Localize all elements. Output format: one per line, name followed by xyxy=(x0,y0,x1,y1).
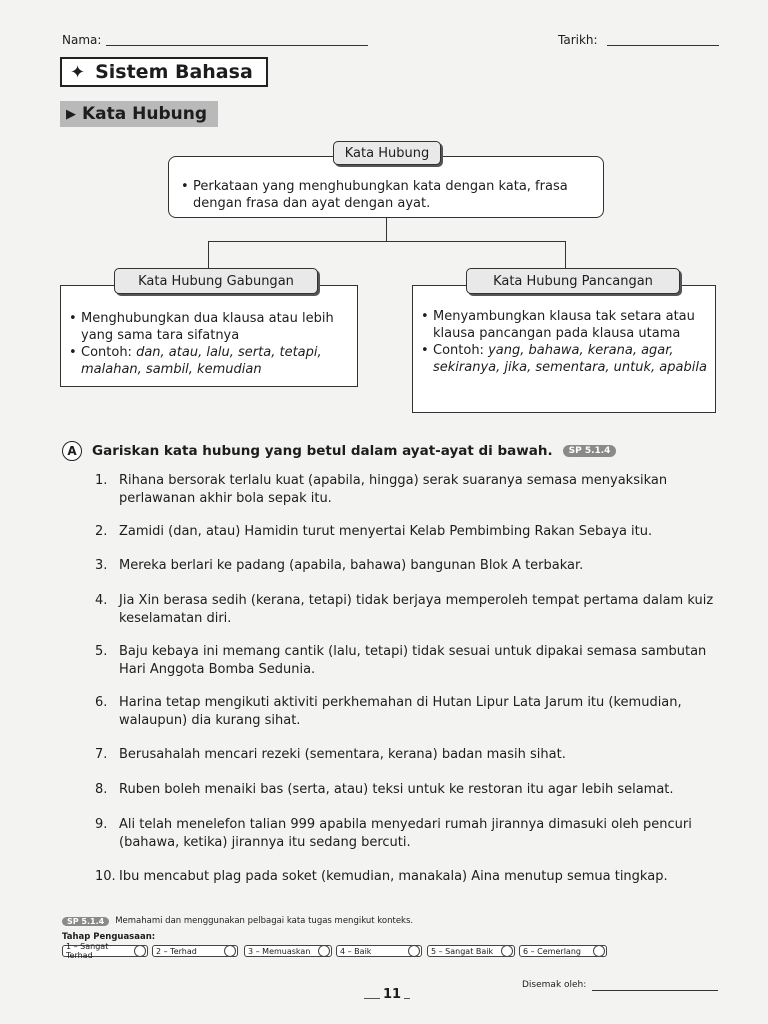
star-four-point-icon: ✦ xyxy=(70,61,86,83)
root-definition-box xyxy=(168,156,604,218)
subtitle-band xyxy=(60,101,218,127)
disemak-field[interactable] xyxy=(592,990,718,991)
pancangan-box xyxy=(412,285,716,413)
footer-sp-tag: SP 5.1.4 xyxy=(62,917,109,926)
level-option[interactable]: 3 – Memuaskan xyxy=(244,945,332,957)
sp-tag: SP 5.1.4 xyxy=(563,445,617,457)
question-item: 2. Zamidi (dan, atau) Hamidin turut menyertai Kelab Pembimbing Rakan Sebaya itu. xyxy=(95,524,653,539)
checkbox-circle-icon xyxy=(318,945,330,957)
tarikh-field[interactable] xyxy=(607,45,719,46)
root-bullet: • Perkataan yang menghubungkan kata dengan kata, frasa dengan frasa dan ayat dengan ayat. xyxy=(179,178,593,212)
gabungan-bullet-1: • Menghubungkan dua klausa atau lebih yang sama tara sifatnya xyxy=(67,310,349,344)
exercise-letter: A xyxy=(62,441,82,461)
disemak-label: Disemak oleh: xyxy=(522,980,587,990)
section-title xyxy=(60,57,268,87)
question-item: 7. Berusahalah mencari rezeki (sementara, kerana) badan masih sihat. xyxy=(95,747,566,762)
question-item: 3. Mereka berlari ke padang (apabila, bahawa) bangunan Blok A terbakar. xyxy=(95,558,584,573)
question-item: 10. Ibu mencabut plag pada soket (kemudian, manakala) Aina menutup semua tingkap. xyxy=(95,869,668,884)
connector-vertical xyxy=(386,218,387,241)
checkbox-circle-icon xyxy=(593,945,605,957)
connector-horizontal xyxy=(208,241,566,242)
question-item: 6. Harina tetap mengikuti aktiviti perkhemahan di Hutan Lipur Lata Jarum itu (kemudian, walaupun) dia kurang sihat. xyxy=(95,695,682,728)
checkbox-circle-icon xyxy=(224,945,236,957)
question-item: 5. Baju kebaya ini memang cantik (lalu, tetapi) tidak sesuai untuk dipakai semasa sambutan Hari Anggota Bomba Sedunia. xyxy=(95,644,707,677)
question-item: 1. Rihana bersorak terlalu kuat (apabila, hingga) serak suaranya semasa menyaksikan perlawanan akhir bola sepak itu. xyxy=(95,473,668,506)
gabungan-bullet-2: • Contoh: dan, atau, lalu, serta, tetapi, malahan, sambil, kemudian xyxy=(67,344,349,378)
tarikh-label: Tarikh: xyxy=(558,33,598,47)
node-gabungan: Kata Hubung Gabungan xyxy=(114,268,318,294)
node-kata-hubung: Kata Hubung xyxy=(333,141,441,165)
question-item: 4. Jia Xin berasa sedih (kerana, tetapi) tidak berjaya memperoleh tempat pertama dalam kuiz keselamatan diri. xyxy=(95,593,714,626)
level-option[interactable]: 5 – Sangat Baik xyxy=(427,945,515,957)
nama-field[interactable] xyxy=(106,45,368,46)
nama-label: Nama: xyxy=(62,33,102,47)
footer-sp-line xyxy=(62,916,413,926)
tahap-label: Tahap Penguasaan: xyxy=(62,932,156,942)
pancangan-bullet-2: • Contoh: yang, bahawa, kerana, agar, sekiranya, jika, sementara, untuk, apabila xyxy=(419,342,707,376)
level-option[interactable]: 2 – Terhad xyxy=(152,945,238,957)
connector-right xyxy=(565,241,566,268)
level-option[interactable]: 1 – Sangat Terhad xyxy=(62,945,148,957)
connector-left xyxy=(208,241,209,268)
gabungan-examples: dan, atau, lalu, serta, tetapi, malahan, sambil, kemudian xyxy=(81,345,322,377)
section-title-text: Sistem Bahasa xyxy=(95,61,253,83)
exercise-header xyxy=(62,441,616,461)
pancangan-examples: yang, bahawa, kerana, agar, sekiranya, jika, sementara, untuk, apabila xyxy=(433,343,707,375)
checkbox-circle-icon xyxy=(501,945,513,957)
level-option[interactable]: 6 – Cemerlang xyxy=(519,945,607,957)
checkbox-circle-icon xyxy=(408,945,420,957)
page-number: 11 xyxy=(380,987,404,1002)
node-pancangan: Kata Hubung Pancangan xyxy=(466,268,680,294)
subtitle-text: Kata Hubung xyxy=(82,104,208,124)
level-option[interactable]: 4 – Baik xyxy=(336,945,422,957)
gabungan-box xyxy=(60,285,358,387)
triangle-right-icon: ▶ xyxy=(66,106,76,122)
pancangan-bullet-1: • Menyambungkan klausa tak setara atau klausa pancangan pada klausa utama xyxy=(419,308,707,342)
checkbox-circle-icon xyxy=(134,945,146,957)
question-item: 9. Ali telah menelefon talian 999 apabila menyedari rumah jirannya dimasuki oleh pencuri (bahawa, ketika) jirannya itu sedang bercuti. xyxy=(95,817,692,850)
exercise-instruction: Gariskan kata hubung yang betul dalam ayat-ayat di bawah. xyxy=(92,443,553,459)
footer-sp-desc: Memahami dan menggunakan pelbagai kata tugas mengikut konteks. xyxy=(115,916,414,926)
question-item: 8. Ruben boleh menaiki bas (serta, atau) teksi untuk ke restoran itu agar lebih selamat. xyxy=(95,782,674,797)
